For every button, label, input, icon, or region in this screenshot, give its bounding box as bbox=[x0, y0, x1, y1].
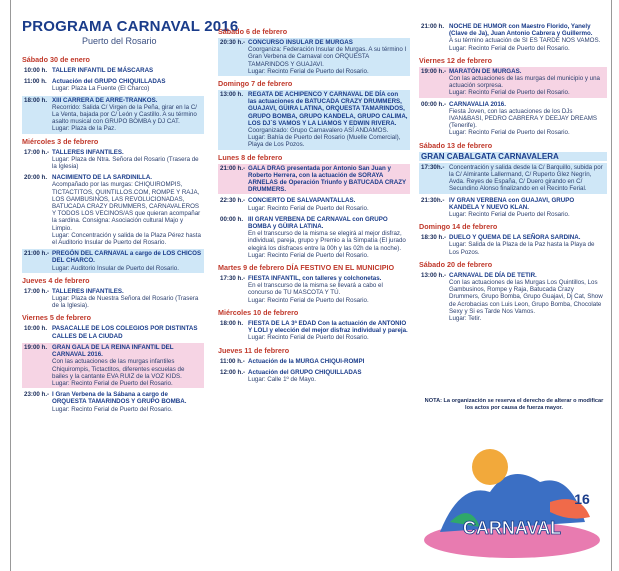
event-item bbox=[218, 90, 410, 150]
event-location: Lugar: Recinto Ferial de Puerto del Rosario. bbox=[449, 129, 570, 137]
event-name: PREGÓN DEL CARNAVAL a cargo de LOS CHICOS DEL CHARCO. bbox=[52, 250, 202, 265]
event-location: Lugar: Plaza La Fuente (El Charco) bbox=[52, 85, 150, 93]
event-location: Lugar: Concentración y salida de la Plaza Pérez hasta el Auditorio Insular de Puerto del Rosario. bbox=[52, 231, 201, 247]
event-time: 13:00 h.- bbox=[421, 271, 447, 279]
event-name: CARNAVALIA 2016. bbox=[449, 100, 506, 108]
page-title: PROGRAMA CARNAVAL 2016 bbox=[22, 18, 239, 35]
event-item bbox=[22, 77, 204, 93]
poster-text: CARNAVAL bbox=[462, 518, 562, 538]
event-time: 00:00 h.- bbox=[421, 100, 447, 108]
event-name: GRAN CABALGATA CARNAVALERA bbox=[421, 151, 559, 161]
day-header: Domingo 7 de febrero bbox=[218, 79, 293, 89]
event-item bbox=[218, 38, 410, 76]
event-name: DUELO Y QUEMA DE LA SEÑORA SARDINA. bbox=[449, 234, 581, 242]
event-time: 18:30 h.- bbox=[421, 234, 447, 242]
event-location: Lugar: Tetir. bbox=[449, 315, 482, 323]
day-header: Domingo 14 de febrero bbox=[419, 222, 498, 232]
event-item bbox=[218, 319, 410, 343]
event-name: CONCIERTO DE SALVAPANTALLAS. bbox=[248, 197, 356, 205]
column-left bbox=[22, 52, 204, 416]
event-item bbox=[22, 96, 204, 134]
event-location: Lugar: Plaza de Nuestra Señora del Rosario (Trasera de la Iglesia). bbox=[52, 295, 199, 310]
day-header: Sábado 20 de febrero bbox=[419, 259, 493, 269]
event-name: GALA DRAG presentada por Antonio San Juan y Roberto Herrera, con la actuación de SORAYA ARNELAS de Operación Triunfo y BATUCADA CRAZY DRUMMERS. bbox=[248, 164, 407, 194]
day-header: Jueves 11 de febrero bbox=[218, 345, 290, 355]
event-name: TALLERES INFANTILES. bbox=[52, 148, 124, 156]
event-time: 20:00 h. bbox=[24, 174, 48, 182]
event-name: MARATÓN DE MURGAS. bbox=[449, 67, 522, 75]
day-header: Sábado 6 de febrero bbox=[218, 27, 288, 36]
day-header: Miércoles 10 de febrero bbox=[218, 307, 299, 317]
event-name: TALLER INFANTIL DE MÁSCARAS bbox=[52, 67, 154, 74]
event-location: Lugar: Recinto Ferial de Puerto del Rosario. bbox=[248, 334, 369, 342]
event-time: 11:00 h.- bbox=[220, 357, 245, 365]
event-item bbox=[218, 215, 410, 260]
event-item bbox=[419, 196, 607, 220]
column-middle bbox=[218, 24, 410, 386]
event-time: 12:00 h.- bbox=[220, 368, 246, 376]
event-item bbox=[218, 164, 410, 195]
event-description: Coorganiza: Federación Insular de Murgas. A su término I Gran Verbena de Carnaval con ORQUESTA TAMARINDOS Y GUAJAVI. bbox=[248, 46, 407, 68]
event-item bbox=[218, 274, 410, 305]
event-item bbox=[218, 196, 410, 212]
event-description: Con las actuaciones de las murgas del municipio y una actuación sorpresa. bbox=[449, 75, 600, 90]
day-header: Sábado 13 de febrero bbox=[419, 140, 493, 150]
event-location: Lugar: Auditorio Insular de Puerto del Rosario. bbox=[52, 264, 179, 272]
event-item bbox=[218, 357, 410, 366]
event-name: GRAN GALA DE LA REINA INFANTIL DEL CARNAVAL 2016. bbox=[52, 343, 174, 359]
event-time: 18:00 h. bbox=[24, 96, 48, 104]
event-name: TALLERES INFANTILES. bbox=[52, 287, 124, 295]
event-location: Lugar: Recinto Ferial de Puerto del Rosario. bbox=[248, 296, 369, 304]
event-item bbox=[22, 390, 204, 414]
event-time: 19:00 h. bbox=[24, 343, 48, 351]
event-time: 17:30 h.- bbox=[220, 275, 246, 283]
day-header: Viernes 12 de febrero bbox=[419, 55, 492, 65]
event-location: Lugar: Bahía de Puerto del Rosario (Muelle Comercial), Playa de Los Pozos. bbox=[248, 134, 401, 149]
event-location: Lugar: Recinto Ferial de Puerto del Rosario. bbox=[52, 405, 173, 413]
event-name: I Gran Verbena de la Sábana a cargo de ORQUESTA TAMARINDOS Y GRUPO BOMBA. bbox=[52, 391, 187, 406]
event-time: 10:00 h. bbox=[24, 67, 48, 74]
event-name: PASACALLE DE LOS COLEGIOS POR DISTINTAS CALLES DE LA CIUDAD bbox=[52, 325, 198, 340]
event-time: 17:30h.- bbox=[421, 163, 445, 171]
event-description: Con las actuaciones de las Murgas Los Quintillos, Los Gambusinos, Rompe y Raja, Batucada Crazy Drummers, Grupo Bomba, Grupo Guajavi, Dj Cat, Show de Acrobacias con Luis Leon, Grupo Bomba, Chocolate Sexy y Si es Tarde Nos Vamos. bbox=[449, 279, 603, 315]
event-time: 13:00 h. bbox=[220, 91, 244, 99]
event-item bbox=[22, 249, 204, 273]
event-location: Lugar: Recinto Ferial de Puerto del Rosario. bbox=[449, 44, 570, 52]
event-item bbox=[22, 66, 204, 75]
event-name: IV GRAN VERBENA con GUAJAVI, GRUPO KANDELA Y NUEVO KLAN. bbox=[449, 196, 575, 211]
page-subtitle: Puerto del Rosario bbox=[82, 36, 157, 46]
day-header: Viernes 5 de febrero bbox=[22, 313, 91, 323]
day-header: Sábado 30 de enero bbox=[22, 55, 90, 64]
event-name: Actuación del GRUPO CHIQUILLADAS bbox=[248, 368, 362, 376]
event-time: 21:00 h.- bbox=[220, 164, 246, 172]
event-location: Lugar: Recinto Ferial de Puerto del Rosario. bbox=[248, 251, 369, 259]
event-item bbox=[419, 67, 607, 98]
event-description: Recorrido: Salida C/ Virgen de la Peña, girar en la C/ La Venta, bajada por C/ León y Castillo. A su término asalto musical con GRUPO BOMBA y DJ CAT. bbox=[52, 103, 198, 126]
event-name: FIESTA DE LA 3ª EDAD Con la actuación de ANTONIO Y LOLI y elección del mejor disfraz individual y pareja. bbox=[248, 319, 408, 335]
event-description: Coorganizado: Grupo Carnavalero ASÍ ANDAMOS. bbox=[248, 127, 389, 135]
event-description: Con las actuaciones de las murgas infantiles Chiquirompis, Tictactitos, diferentes escuelas de bailes y la cantante EVA RUIZ de la VOZ KIDS. bbox=[52, 358, 185, 380]
event-name: NOCHE DE HUMOR con Maestro Florido, Yanely (Clave de Ja), Juan Antonio Cabrera y Guillermo. bbox=[449, 23, 593, 38]
event-time: 10:00 h. bbox=[24, 325, 48, 333]
event-item bbox=[419, 22, 607, 53]
day-header: Jueves 4 de febrero bbox=[22, 275, 90, 285]
event-time: 22:30 h.- bbox=[220, 197, 246, 205]
column-right bbox=[419, 22, 607, 325]
event-description: Concentración y salida desde la C/ Barquillo, subida por la C/ Almirante Lallermand, C/ Ruperto Glez Negrín, Avda. Reyes de España, C/ Duero girando en C/ Secundino Alonso finalizando en el Recinto Ferial. bbox=[449, 163, 603, 193]
event-time: 21:30h.- bbox=[421, 196, 445, 204]
event-time: 21:00 h.- bbox=[24, 250, 50, 258]
event-time: 23:00 h.- bbox=[24, 391, 50, 399]
event-time: 20:30 h.- bbox=[220, 39, 246, 46]
event-location: Lugar: Recinto Ferial de Puerto del Rosario. bbox=[449, 211, 570, 219]
event-location: Lugar: Recinto Ferial de Puerto del Rosario. bbox=[248, 67, 369, 75]
carnival-poster-illustration bbox=[420, 422, 604, 562]
poster-year: 16 bbox=[574, 491, 590, 507]
day-header: Martes 9 de febrero DÍA FESTIVO EN EL MUNICIPIO bbox=[218, 263, 395, 273]
event-description: Acompañado por las murgas: CHIQUIROMPIS, TICTACTITOS, QUINTILLOS.COM, ROMPE Y RAJA, LOS GAMBUSINOS, LAS REVOLUCIONADAS, BATUCADA CRAZY DRUMMERS, CARNAVALEROS Y TODOS LOS VECINOS/AS que quieran acompañar la sardina. Consigna: Asociación cultural Majo y Limpio. bbox=[52, 181, 201, 232]
event-name: III GRAN VERBENA DE CARNAVAL con GRUPO BOMBA y GÜIRA LATINA. bbox=[248, 215, 388, 231]
event-location: Lugar: Salida de la Plaza de la Paz hasta la Playa de Los Pozos. bbox=[449, 241, 595, 256]
event-location: Lugar: Recinto Ferial de Puerto del Rosario. bbox=[52, 379, 173, 387]
event-item bbox=[419, 152, 607, 161]
organization-note: NOTA: La organización se reserva el derecho de alterar o modificar los actos por causa de fuerza mayor. bbox=[424, 398, 604, 411]
event-time: 17:00 h.- bbox=[24, 287, 50, 295]
event-name: REGATA DE ACHIPENCO Y CARNAVAL DE DÍA con las actuaciones de BATUCADA CRAZY DRUMMERS, GUAJAVI, GÜIRA LATINA, ORQUESTA TAMARINDOS, GRUPO BOMBA, GRUPO KANDELA, GRUPO CALIMA, LOS DJ´S VAMOS Y LA LIAMOS Y EDWIN RIVERA. bbox=[248, 91, 408, 127]
event-time: 18:00 h. bbox=[220, 319, 244, 327]
poster-sun bbox=[472, 449, 508, 485]
day-header: Lunes 8 de febrero bbox=[218, 152, 283, 162]
event-item bbox=[22, 287, 204, 311]
event-item bbox=[22, 324, 204, 340]
event-name: NACIMIENTO DE LA SARDINILLA. bbox=[52, 174, 153, 182]
event-time: 00:00 h. bbox=[220, 215, 244, 223]
event-location: Lugar: Recinto Ferial de Puerto del Rosario. bbox=[449, 89, 570, 97]
event-item bbox=[419, 233, 607, 257]
event-name: CONCURSO INSULAR DE MURGAS bbox=[248, 39, 353, 46]
event-name: CARNAVAL DE DÍA DE TETIR. bbox=[449, 271, 537, 279]
event-item bbox=[419, 271, 607, 323]
event-description: A su término actuación de SI ES TARDE NOS VAMOS. bbox=[449, 37, 601, 45]
event-name: Actuación del GRUPO CHIQUILLADAS bbox=[52, 78, 166, 86]
event-item bbox=[22, 148, 204, 172]
event-item bbox=[218, 368, 410, 384]
event-description: Fiesta Joven, con las actuaciones de los DJs IVAN&BASI, PEDRO CABRERA Y DEEJAY DREAMS (Tenerife). bbox=[449, 107, 597, 130]
event-item bbox=[419, 163, 607, 194]
event-name: Actuación de la MURGA CHIQUI-ROMPI bbox=[248, 357, 365, 365]
event-time: 21:00 h. bbox=[421, 23, 445, 30]
event-location: Lugar: Recinto Ferial de Puerto del Rosario. bbox=[248, 204, 369, 212]
event-description: En el transcurso de la misma se elegirá al mejor disfraz, individual, pareja, grupo y Premio a la Simpatía (El jurado elegirá los disfraces entre la 00h y las 02h de la noche). bbox=[248, 230, 406, 252]
event-time: 17:00 h.- bbox=[24, 148, 50, 156]
event-location: Lugar: Plaza de la Paz. bbox=[52, 125, 116, 133]
event-name: XIII CARRERA DE ARRE-TRANKOS. bbox=[52, 96, 158, 104]
event-item bbox=[419, 100, 607, 138]
event-item bbox=[22, 173, 204, 247]
event-item bbox=[22, 343, 204, 388]
event-name: FIESTA INFANTIL, con talleres y colchonetas. bbox=[248, 275, 382, 283]
day-header: Miércoles 3 de febrero bbox=[22, 136, 99, 146]
event-description: En el transcurso de la misma se llevará a cabo el concurso de TU MASCOTA Y TÚ. bbox=[248, 282, 383, 297]
event-location: Lugar: Calle 1º de Mayo. bbox=[248, 375, 316, 383]
event-time: 19:00 h.- bbox=[421, 67, 447, 75]
event-time: 11:00 h. bbox=[24, 78, 47, 86]
event-location: Lugar: Plaza de Ntra. Señora del Rosario (Trasera de la Iglesia) bbox=[52, 155, 199, 171]
